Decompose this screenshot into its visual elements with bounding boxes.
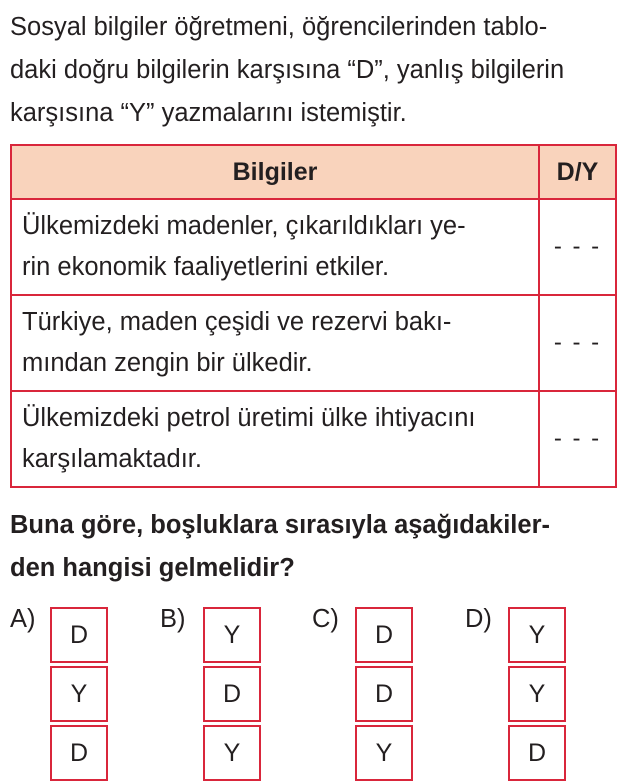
option-letter: B)	[160, 605, 186, 633]
table-row	[11, 295, 616, 391]
question-line: Buna göre, boşluklara sırasıyla aşağıdakiler-	[10, 511, 550, 539]
answer-cell: D	[355, 666, 413, 722]
answer-blank: - - -	[539, 391, 616, 487]
table-header-row	[11, 145, 616, 199]
statement-cell	[11, 391, 539, 487]
header-info: Bilgiler	[11, 145, 539, 199]
info-table	[10, 144, 617, 488]
answer-cell: D	[203, 666, 261, 722]
option-letter: A)	[10, 605, 36, 633]
option-answer-stack	[50, 607, 108, 784]
answer-cell: D	[50, 725, 108, 781]
statement-line: mından zengin bir ülkedir.	[22, 349, 313, 377]
table-row	[11, 391, 616, 487]
statement-line: Türkiye, maden çeşidi ve rezervi bakı-	[22, 308, 452, 336]
intro-line: daki doğru bilgilerin karşısına “D”, yanlış bilgilerin	[10, 56, 565, 84]
answer-blank: - - -	[539, 295, 616, 391]
statement-line: karşılamaktadır.	[22, 445, 202, 473]
answer-cell: D	[508, 725, 566, 781]
answer-cell: Y	[203, 607, 261, 663]
intro-text	[10, 6, 620, 135]
statement-cell	[11, 199, 539, 295]
answer-cell: D	[50, 607, 108, 663]
answer-blank: - - -	[539, 199, 616, 295]
statement-cell	[11, 295, 539, 391]
statement-line: rin ekonomik faaliyetlerini etkiler.	[22, 253, 390, 281]
answer-cell: D	[355, 607, 413, 663]
answer-cell: Y	[508, 607, 566, 663]
statement-line: Ülkemizdeki madenler, çıkarıldıkları ye-	[22, 212, 466, 240]
option-answer-stack	[508, 607, 566, 784]
question-text	[10, 504, 620, 590]
option-answer-stack	[355, 607, 413, 784]
header-dy: D/Y	[539, 145, 616, 199]
statement-line: Ülkemizdeki petrol üretimi ülke ihtiyacını	[22, 404, 476, 432]
intro-line: karşısına “Y” yazmalarını istemiştir.	[10, 99, 407, 127]
table-row	[11, 199, 616, 295]
question-line: den hangisi gelmelidir?	[10, 554, 295, 582]
option-letter: C)	[312, 605, 339, 633]
option-answer-stack	[203, 607, 261, 784]
answer-cell: Y	[203, 725, 261, 781]
answer-cell: Y	[355, 725, 413, 781]
option-letter: D)	[465, 605, 492, 633]
answer-cell: Y	[508, 666, 566, 722]
intro-line: Sosyal bilgiler öğretmeni, öğrencilerinden tablo-	[10, 13, 548, 41]
answer-cell: Y	[50, 666, 108, 722]
